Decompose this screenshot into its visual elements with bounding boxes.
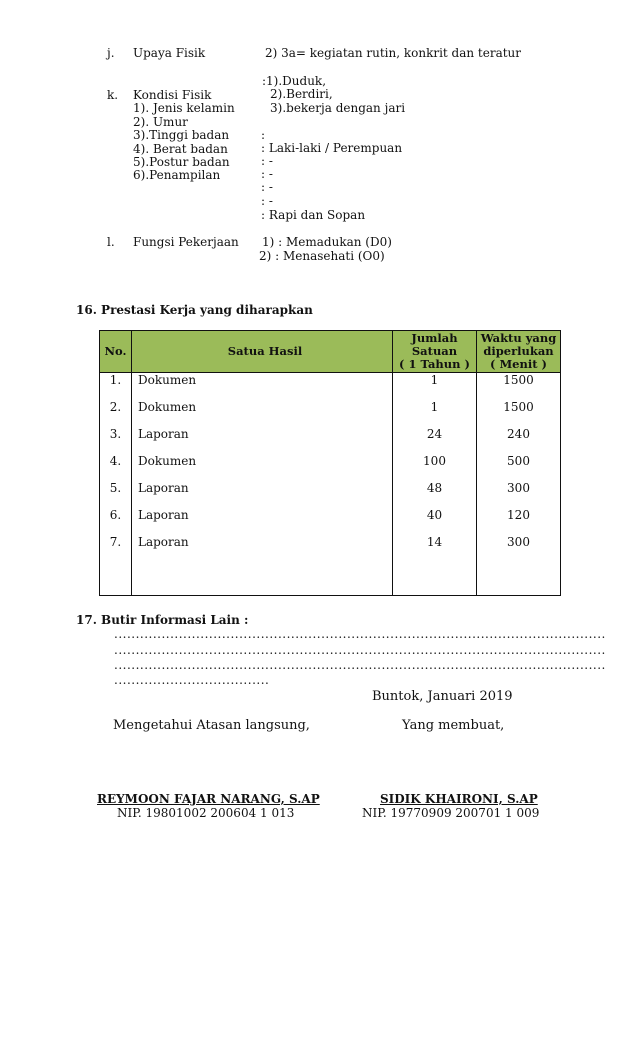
cell-jumlah: 24 [393,427,477,454]
header-waktu [477,331,561,373]
section-k-item-value: : Laki-laki / Perempuan [261,141,403,155]
table-row [100,373,561,400]
left-signatory-nip: NIP. 19801002 200604 1 013 [117,806,295,820]
header-jumlah [393,331,477,373]
section-k-item-label: 5).Postur badan [133,155,230,169]
cell-jumlah: 1 [393,400,477,427]
section-l-value-2: 2) : Menasehati (O0) [259,249,385,263]
section-k-item-label: 4). Berat badan [133,142,228,156]
section-k-pre-value-1: :1).Duduk, [262,74,327,88]
dot-line: .................................................................................................................. [114,658,606,672]
cell-waktu: 1500 [477,400,561,427]
cell-waktu: 300 [477,535,561,562]
cell-satuan: Dokumen [132,373,393,400]
cell-empty [393,562,477,596]
dot-line: .................................................................................................................. [114,643,606,657]
cell-waktu: 1500 [477,373,561,400]
section-l-label: Fungsi Pekerjaan [133,235,239,249]
header-waktu-line: ( Menit ) [490,357,547,371]
section-17-title: 17. Butir Informasi Lain : [76,613,249,627]
right-signatory-name: SIDIK KHAIRONI, S.AP [380,792,538,806]
dot-line: .................................... [114,673,270,687]
section-j-value: 2) 3a= kegiatan rutin, konkrit dan teratur [265,46,522,60]
dot-line: .................................................................................................................. [114,627,606,641]
cell-waktu: 240 [477,427,561,454]
header-jumlah-line: ( 1 Tahun ) [399,357,470,371]
section-l-letter: l. [107,235,115,249]
left-caption: Mengetahui Atasan langsung, [113,718,310,733]
cell-no: 5. [100,481,132,508]
cell-empty [477,562,561,596]
cell-no: 2. [100,400,132,427]
cell-satuan: Laporan [132,427,393,454]
section-k-item-value: : - [261,180,273,194]
table-row [100,535,561,562]
header-waktu-line: Waktu yang [480,331,557,345]
section-l-value-1: 1) : Memadukan (D0) [262,235,392,249]
table-header-row [100,331,561,373]
performance-table [99,330,561,596]
header-jumlah-line: Jumlah [411,331,458,345]
cell-no: 7. [100,535,132,562]
section-k-item-label: 2). Umur [133,115,188,129]
cell-jumlah: 14 [393,535,477,562]
cell-jumlah: 40 [393,508,477,535]
section-k-item-label: 3).Tinggi badan [133,128,230,142]
section-k-letter: k. [107,88,119,102]
section-k-last-value: : Rapi dan Sopan [261,208,366,222]
header-no: No. [100,331,132,373]
header-jumlah-line: Satuan [411,344,458,358]
cell-satuan: Laporan [132,481,393,508]
right-caption: Yang membuat, [402,718,505,733]
place-date: Buntok, Januari 2019 [372,689,513,704]
section-k-item-value: : - [261,167,273,181]
cell-no: 1. [100,373,132,400]
cell-no: 3. [100,427,132,454]
cell-satuan: Laporan [132,508,393,535]
section-k-item-value: : [261,128,266,142]
table-row [100,427,561,454]
cell-jumlah: 1 [393,373,477,400]
header-waktu-line: diperlukan [483,344,554,358]
section-j-label: Upaya Fisik [133,46,206,60]
cell-jumlah: 48 [393,481,477,508]
section-j-letter: j. [107,46,115,60]
header-satuan: Satua Hasil [132,331,393,373]
cell-no: 6. [100,508,132,535]
cell-waktu: 500 [477,454,561,481]
section-k-item-value: : - [261,154,273,168]
cell-satuan: Dokumen [132,454,393,481]
cell-empty [132,562,393,596]
section-k-item-label: 1). Jenis kelamin [133,101,235,115]
table-row [100,481,561,508]
cell-jumlah: 100 [393,454,477,481]
cell-satuan: Laporan [132,535,393,562]
section-k-label: Kondisi Fisik [133,88,212,102]
section-k-item-value: : - [261,194,273,208]
left-signatory-name: REYMOON FAJAR NARANG, S.AP [97,792,320,806]
table-row [100,508,561,535]
cell-waktu: 300 [477,481,561,508]
table-row [100,400,561,427]
table-row [100,454,561,481]
section-k-item-label: 6).Penampilan [133,168,221,182]
cell-waktu: 120 [477,508,561,535]
section-k-pre-value-3: 3).bekerja dengan jari [270,101,406,115]
section-k-pre-value-2: 2).Berdiri, [270,87,333,101]
right-signatory-nip: NIP. 19770909 200701 1 009 [362,806,540,820]
cell-satuan: Dokumen [132,400,393,427]
cell-no: 4. [100,454,132,481]
cell-empty [100,562,132,596]
section-16-title: 16. Prestasi Kerja yang diharapkan [76,303,313,317]
table-row-empty [100,562,561,596]
